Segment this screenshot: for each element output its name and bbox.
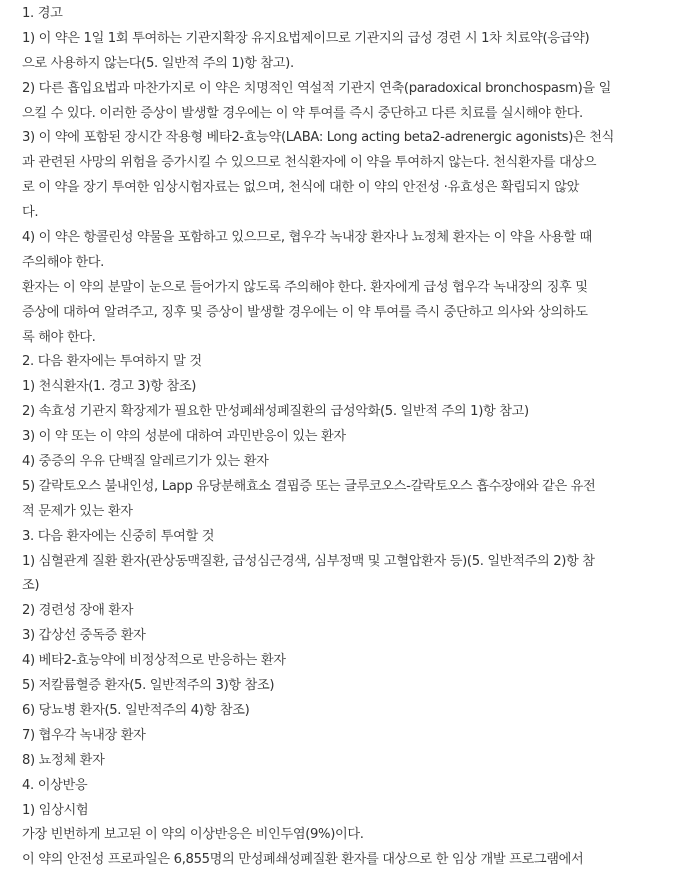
drug-precautions-document (22, 0, 687, 873)
text-line: 8) 뇨정체 환자 (22, 752, 105, 768)
text-line: 1) 심혈관계 질환 환자(관상동맥질환, 급성심근경색, 심부정맥 및 고혈압환자 등)(5. 일반적주의 2)항 참 (22, 553, 595, 569)
text-line: 4) 베타2-효능약에 비정상적으로 반응하는 환자 (22, 653, 286, 669)
text-line: 4) 중증의 우유 단백질 알레르기가 있는 환자 (22, 454, 269, 470)
text-line: 7) 협우각 녹내장 환자 (22, 727, 146, 743)
text-line: 2) 다른 흡입요법과 마찬가지로 이 약은 치명적인 역설적 기관지 연축(paradoxical bronchospasm)을 일 (22, 80, 612, 96)
section-heading-adverse-reactions: 4. 이상반응 (22, 777, 88, 793)
text-line: 환자는 이 약의 분말이 눈으로 들어가지 않도록 주의해야 한다. 환자에게 급성 협우각 녹내장의 징후 및 (22, 279, 588, 295)
text-line: 5) 갈락토오스 불내인성, Lapp 유당분해효소 결핍증 또는 글루코오스-갈락토오스 흡수장애와 같은 유전 (22, 478, 596, 494)
text-line: 1) 이 약은 1일 1회 투여하는 기관지확장 유지요법제이므로 기관지의 급성 경련 시 1차 치료약(응급약) (22, 30, 590, 46)
text-line: 2) 경련성 장애 환자 (22, 603, 134, 619)
text-line: 5) 저칼륨혈증 환자(5. 일반적주의 3)항 참조) (22, 678, 275, 694)
text-line: 이 약의 안전성 프로파일은 6,855명의 만성폐쇄성폐질환 환자를 대상으로 한 임상 개발 프로그램에서 (22, 852, 584, 868)
text-line: 로 이 약을 장기 투여한 임상시험자료는 없으며, 천식에 대한 이 약의 안전성 ·유효성은 확립되지 않았 (22, 180, 580, 196)
section-heading-cautions: 3. 다음 환자에는 신중히 투여할 것 (22, 528, 215, 544)
text-line: 3) 이 약에 포함된 장시간 작용형 베타2-효능약(LABA: Long acting beta2-adrenergic agonists)은 천식 (22, 130, 615, 146)
text-line: 록 해야 한다. (22, 329, 96, 345)
text-line: 2) 속효성 기관지 확장제가 필요한 만성폐쇄성폐질환의 급성악화(5. 일반적 주의 1)항 참고) (22, 404, 529, 420)
text-line: 적 문제가 있는 환자 (22, 503, 133, 519)
text-line: 조) (22, 578, 40, 594)
text-line: 1) 천식환자(1. 경고 3)항 참조) (22, 379, 197, 395)
section-heading-warnings: 1. 경고 (22, 6, 63, 21)
text-line: 으킬 수 있다. 이러한 증상이 발생할 경우에는 이 약 투여를 즉시 중단하고 다른 치료를 실시해야 한다. (22, 105, 583, 121)
text-line: 6) 당뇨병 환자(5. 일반적주의 4)항 참조) (22, 702, 250, 718)
text-line: 1) 임상시험 (22, 802, 89, 818)
text-line: 가장 빈번하게 보고된 이 약의 이상반응은 비인두염(9%)이다. (22, 827, 364, 843)
text-line: 3) 갑상선 중독증 환자 (22, 628, 146, 644)
section-heading-contraindications: 2. 다음 환자에는 투여하지 말 것 (22, 354, 202, 370)
text-line: 증상에 대하여 알려주고, 징후 및 증상이 발생할 경우에는 이 약 투여를 즉시 중단하고 의사와 상의하도 (22, 304, 588, 320)
text-line: 주의해야 한다. (22, 254, 105, 270)
text-line: 3) 이 약 또는 이 약의 성분에 대하여 과민반응이 있는 환자 (22, 429, 346, 445)
text-line: 4) 이 약은 항콜린성 약물을 포함하고 있으므로, 협우각 녹내장 환자나 뇨정체 환자는 이 약을 사용할 때 (22, 230, 592, 246)
text-line: 과 관련된 사망의 위험을 증가시킬 수 있으므로 천식환자에 이 약을 투여하지 않는다. 천식환자를 대상으 (22, 155, 597, 171)
text-line: 으로 사용하지 않는다(5. 일반적 주의 1)항 참고). (22, 55, 294, 71)
text-line: 다. (22, 205, 39, 221)
